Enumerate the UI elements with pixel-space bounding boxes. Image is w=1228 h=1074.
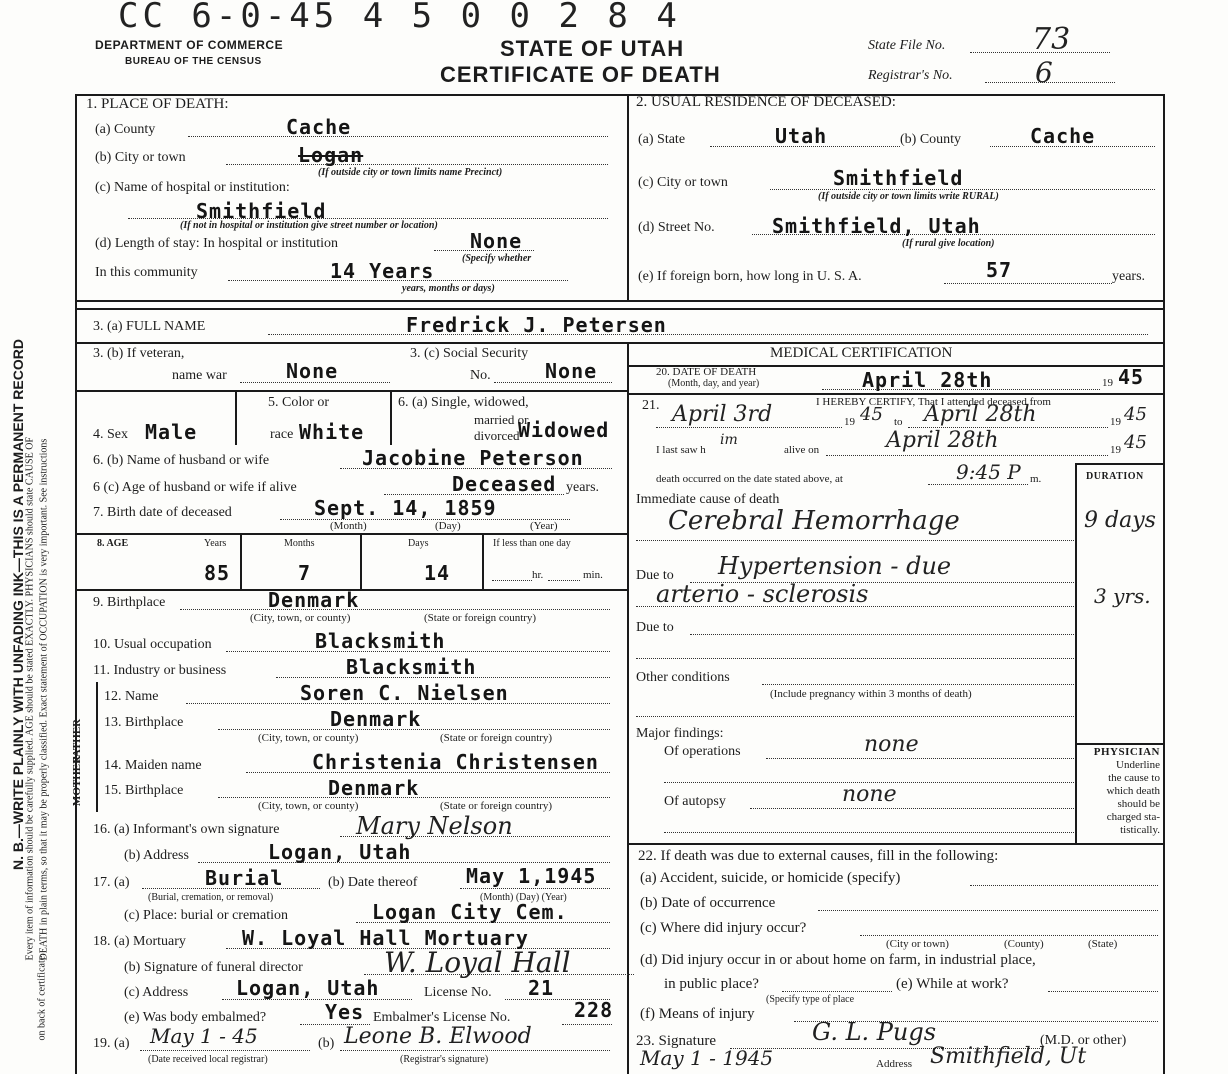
birthplace-label: 9. Birthplace: [93, 595, 166, 610]
res-street-label: (d) Street No.: [638, 220, 715, 235]
age-days-label: Days: [408, 538, 429, 549]
where-line: [860, 935, 1158, 936]
mother-bp-note-state: (State or foreign country): [440, 800, 553, 812]
pod-hospital-note: (If not in hospital or institution give street number or location): [180, 220, 438, 231]
veteran-value: None: [286, 359, 339, 383]
last-saw-value: April 28th: [886, 428, 999, 453]
last-saw-year: 45: [1124, 432, 1147, 453]
attended-to-year-prefix: 19: [1110, 416, 1121, 428]
divider-row-3b: [75, 308, 1165, 310]
pod-community-value: 14 Years: [330, 259, 435, 283]
birth-month-note: (Month): [330, 520, 367, 532]
dod-value: April 28th: [862, 368, 993, 392]
license-value: 21: [528, 976, 555, 1000]
pod-city-value: Logan: [298, 143, 364, 167]
divider-age-months: [360, 533, 362, 589]
father-bp-value: Denmark: [330, 707, 422, 731]
public-place-label: in public place?: [664, 976, 759, 992]
age-min-label: min.: [583, 569, 603, 581]
disposal-note: (Burial, cremation, or removal): [148, 892, 274, 903]
while-work-line: [1048, 991, 1158, 992]
home-label: (d) Did injury occur in or about home on farm, in industrial place,: [640, 952, 1036, 968]
dod-year-prefix: 19: [1102, 377, 1113, 389]
mortuary-label: 18. (a) Mortuary: [93, 934, 186, 949]
registrar-label: Registrar's No.: [868, 68, 953, 83]
sig-address-value: Smithfield, Ut: [930, 1044, 1087, 1069]
received-value: May 1 - 45: [150, 1024, 258, 1048]
age-label: 8. AGE: [97, 538, 129, 549]
death-occurred-label: death occurred on the date stated above, at: [656, 473, 843, 485]
age-hr-label: hr.: [532, 569, 544, 581]
father-side-label: FATHER: [71, 718, 84, 764]
other-conditions-note: (Include pregnancy within 3 months of death): [770, 688, 972, 700]
birth-date-label: 7. Birth date of deceased: [93, 505, 232, 520]
place-of-death-heading: 1. PLACE OF DEATH:: [86, 96, 229, 112]
age-months-value: 7: [298, 561, 312, 585]
divider-name-row: [75, 342, 1165, 344]
margin-instruction-3: DEATH in plain terms, so that it may be properly classified. Exact statement of OCCUPATION is very important. See instructions: [38, 438, 50, 961]
res-county-value: Cache: [1030, 124, 1096, 148]
marital-label-3: divorced: [474, 428, 520, 443]
pod-county-label: (a) County: [95, 122, 156, 137]
embalmed-value: Yes: [325, 1000, 365, 1024]
industry-value: Blacksmith: [346, 655, 477, 679]
age-months-label: Months: [284, 538, 315, 549]
birthplace-note-state: (State or foreign country): [424, 612, 537, 624]
res-foreign-line: [944, 283, 1112, 284]
physician-box-line: charged sta-: [1106, 811, 1160, 823]
full-name-line: [268, 334, 1148, 335]
veteran-label-2: name war: [172, 368, 227, 383]
place-burial-label: (c) Place: burial or cremation: [124, 908, 289, 923]
operations-line: [766, 758, 1074, 759]
divider-duration-top: [1075, 463, 1163, 465]
pod-community-note: years, months or days): [402, 283, 495, 294]
autopsy-value: none: [842, 782, 897, 807]
birth-year-note: (Year): [530, 520, 558, 532]
race-value: White: [299, 420, 365, 444]
marital-label: 6. (a) Single, widowed,: [398, 395, 529, 410]
pod-hospital-label: (c) Name of hospital or institution:: [95, 180, 290, 195]
last-saw-line: [826, 455, 1108, 456]
major-findings-label: Major findings:: [636, 726, 724, 741]
mother-name-label: 14. Maiden name: [104, 758, 202, 773]
address-label: (b) Address: [124, 848, 189, 863]
signature-date: May 1 - 1945: [640, 1046, 774, 1070]
mother-name-value: Christenia Christensen: [312, 750, 599, 774]
immediate-cause-line: [636, 540, 1074, 541]
divider-dod-row: [627, 393, 1163, 395]
divider-external-top: [627, 843, 1163, 845]
dod-note: (Month, day, and year): [668, 378, 760, 389]
physician-signature: G. L. Pugs: [812, 1018, 937, 1046]
received-label: 19. (a): [93, 1036, 130, 1051]
res-street-note: (If rural give location): [902, 238, 995, 249]
mother-bp-label: 15. Birthplace: [104, 783, 184, 798]
physician-box-line: should be: [1117, 798, 1160, 810]
physician-box-line: Underline: [1116, 759, 1160, 771]
director-signature: W. Loyal Hall: [384, 946, 571, 979]
age-years-label: Years: [204, 538, 227, 549]
public-place-note: (Specify type of place: [766, 994, 855, 1005]
sex-value: Male: [145, 420, 198, 444]
disposal-label: 17. (a): [93, 875, 130, 890]
attended-from-line: [656, 427, 842, 428]
race-label: race: [270, 427, 294, 442]
parents-bracket: [96, 682, 98, 812]
father-name-value: Soren C. Nielsen: [300, 681, 509, 705]
certify-text: I HEREBY CERTIFY, That I attended deceased from: [816, 396, 1051, 408]
birth-date-value: Sept. 14, 1859: [314, 496, 497, 520]
other-conditions-line-2: [636, 716, 1074, 717]
frame-mid-bottom: [627, 342, 629, 1074]
due-to-1-label: Due to: [636, 568, 674, 583]
occurrence-label: (b) Date of occurrence: [640, 895, 776, 911]
divider-sex-color: [235, 390, 237, 445]
father-bp-label: 13. Birthplace: [104, 715, 184, 730]
due-to-1-value-2: arterio - sclerosis: [656, 580, 869, 608]
physician-box-line: the cause to: [1108, 772, 1160, 784]
stamp-number: CC 6-0-45 4 5 0 0 2 8 4: [118, 0, 681, 36]
date-thereof-label: (b) Date thereof: [328, 875, 418, 890]
time-line: [928, 484, 1028, 485]
full-name-value: Fredrick J. Petersen: [406, 313, 667, 337]
margin-instruction-1: N. B.—WRITE PLAINLY WITH UNFADING INK—THIS IS A PERMANENT RECORD: [10, 339, 26, 870]
dod-year: 45: [1118, 365, 1145, 389]
due-to-1-value: Hypertension - due: [718, 552, 952, 580]
doc-title: CERTIFICATE OF DEATH: [440, 62, 721, 87]
full-name-label: 3. (a) FULL NAME: [93, 319, 206, 334]
attended-from-year: 45: [860, 404, 883, 425]
attended-to-label: to: [894, 416, 903, 428]
physician-box-line: which death: [1106, 785, 1160, 797]
birthplace-value: Denmark: [268, 588, 360, 612]
occupation-value: Blacksmith: [315, 629, 446, 653]
occurrence-line: [818, 910, 1158, 911]
sex-label: 4. Sex: [93, 427, 128, 442]
res-state-label: (a) State: [638, 132, 686, 147]
registrar-sig-label: (b): [318, 1036, 335, 1051]
pod-county-line: [188, 136, 608, 137]
medical-heading: MEDICAL CERTIFICATION: [770, 345, 953, 361]
pod-stay-label: (d) Length of stay: In hospital or institution: [95, 236, 339, 251]
embalmer-value: 228: [574, 998, 614, 1022]
embalmed-label: (e) Was body embalmed?: [124, 1010, 267, 1025]
while-work-label: (e) While at work?: [896, 976, 1009, 992]
residence-heading: 2. USUAL RESIDENCE OF DECEASED:: [636, 94, 896, 110]
spouse-value: Jacobine Peterson: [362, 446, 584, 470]
alive-on-label: alive on: [784, 444, 820, 456]
marital-value: Widowed: [518, 418, 610, 442]
margin-instruction-4: on back of certificate.: [36, 953, 48, 1041]
registrar-value: 6: [1035, 56, 1053, 89]
age-min-line: [548, 580, 580, 581]
time-unit: m.: [1030, 473, 1042, 485]
department-label: DEPARTMENT OF COMMERCE: [95, 38, 284, 52]
embalmer-label: Embalmer's License No.: [373, 1010, 511, 1025]
where-note-city: (City or town): [886, 938, 949, 950]
birth-day-note: (Day): [435, 520, 461, 532]
dod-label: 20. DATE OF DEATH: [656, 366, 757, 378]
age-hr-line: [492, 580, 532, 581]
bureau-label: BUREAU OF THE CENSUS: [125, 56, 262, 67]
res-city-label: (c) City or town: [638, 175, 728, 190]
received-line: [140, 1050, 310, 1051]
divider-duration-col: [1075, 463, 1077, 843]
birthplace-note-city: (City, town, or county): [250, 612, 351, 624]
pod-hospital-value: Smithfield: [196, 199, 327, 223]
physician-box-line: tistically.: [1120, 824, 1160, 836]
state-file-value: 73: [1032, 22, 1071, 57]
res-city-value: Smithfield: [833, 166, 964, 190]
divider-age-days: [482, 533, 484, 589]
place-burial-value: Logan City Cem.: [372, 900, 568, 924]
frame-top: [75, 94, 1165, 96]
registrar-sig-line: [340, 1050, 610, 1051]
autopsy-label: Of autopsy: [664, 794, 726, 809]
informant-label: 16. (a) Informant's own signature: [93, 822, 280, 837]
date-thereof-note: (Month) (Day) (Year): [480, 892, 567, 903]
autopsy-line: [750, 808, 1074, 809]
age-lessday-label: If less than one day: [493, 538, 571, 549]
received-note: (Date received local registrar): [148, 1054, 268, 1065]
immediate-duration: 9 days: [1084, 508, 1156, 533]
pod-city-label: (b) City or town: [95, 150, 186, 165]
divider-physician-top: [1075, 743, 1163, 745]
sig-address-label: Address: [876, 1058, 913, 1070]
item-21-label: 21.: [642, 398, 660, 413]
external-heading: 22. If death was due to external causes, fill in the following:: [638, 848, 999, 864]
attended-to-value: April 28th: [924, 402, 1037, 427]
accident-line: [970, 885, 1158, 886]
means-label: (f) Means of injury: [640, 1006, 755, 1022]
res-foreign-unit: years.: [1112, 269, 1146, 284]
frame-left: [75, 94, 77, 1074]
informant-signature: Mary Nelson: [356, 812, 513, 840]
frame-mid-top: [627, 94, 629, 300]
state-file-label: State File No.: [868, 38, 946, 53]
time-value: 9:45 P: [956, 460, 1021, 484]
spouse-age-label: 6 (c) Age of husband or wife if alive: [93, 480, 297, 495]
due-to-2-line: [690, 634, 1074, 635]
state-title: STATE OF UTAH: [500, 36, 685, 61]
where-label: (c) Where did injury occur?: [640, 920, 807, 936]
pod-specify-note: (Specify whether: [462, 253, 532, 264]
last-saw-fill: im: [720, 432, 738, 448]
physician-box: [1080, 746, 1160, 837]
mother-bp-note-city: (City, town, or county): [258, 800, 359, 812]
accident-label: (a) Accident, suicide, or homicide (specify): [640, 870, 901, 886]
embalmer-line: [562, 1024, 612, 1025]
other-conditions-label: Other conditions: [636, 670, 730, 685]
attended-to-year: 45: [1124, 404, 1147, 425]
occupation-label: 10. Usual occupation: [93, 637, 212, 652]
age-years-value: 85: [204, 561, 231, 585]
operations-label: Of operations: [664, 744, 741, 759]
md-label: (M.D. or other): [1040, 1033, 1127, 1048]
ssn-label: 3. (c) Social Security: [410, 346, 529, 361]
age-days-value: 14: [424, 561, 451, 585]
res-city-note: (If outside city or town limits write RURAL): [818, 191, 999, 202]
pod-community-label: In this community: [95, 265, 198, 280]
mortuary-value: W. Loyal Hall Mortuary: [242, 926, 529, 950]
due-to-2-line-2: [636, 658, 1074, 659]
last-saw-year-prefix: 19: [1110, 444, 1121, 456]
mother-bp-value: Denmark: [328, 776, 420, 800]
divider-veteran-row: [75, 390, 627, 392]
fd-address-value: Logan, Utah: [236, 976, 380, 1000]
divider-age-top: [75, 533, 627, 535]
where-note-county: (County): [1004, 938, 1044, 950]
immediate-cause-value: Cerebral Hemorrhage: [668, 506, 960, 536]
public-place-line: [782, 991, 892, 992]
marital-label-2: married or: [474, 412, 529, 427]
operations-value: none: [864, 732, 919, 757]
veteran-label: 3. (b) If veteran,: [93, 346, 185, 361]
director-label: (b) Signature of funeral director: [124, 960, 303, 975]
birthplace-line: [180, 609, 610, 610]
res-street-value: Smithfield, Utah: [772, 214, 981, 238]
pod-county-value: Cache: [286, 115, 352, 139]
attended-from-year-prefix: 19: [844, 416, 855, 428]
attended-from-value: April 3rd: [672, 402, 773, 427]
spouse-label: 6. (b) Name of husband or wife: [93, 453, 270, 468]
physician-box-title: PHYSICIAN: [1093, 746, 1160, 758]
disposal-value: Burial: [205, 866, 284, 890]
divider-color-marital: [390, 390, 392, 445]
registrar-signature: Leone B. Elwood: [344, 1024, 532, 1049]
father-bp-note-state: (State or foreign country): [440, 732, 553, 744]
autopsy-line-2: [664, 832, 1074, 833]
duration-label: DURATION: [1086, 471, 1144, 482]
ssn-label-2: No.: [470, 368, 491, 383]
ssn-value: None: [545, 359, 598, 383]
divider-row-3: [75, 300, 1165, 302]
due-to-2-label: Due to: [636, 620, 674, 635]
immediate-cause-label: Immediate cause of death: [636, 492, 780, 507]
mother-side-label: MOTHER: [71, 755, 84, 807]
divider-age-years: [240, 533, 242, 589]
address-value: Logan, Utah: [268, 840, 412, 864]
res-foreign-value: 57: [986, 258, 1013, 282]
frame-right: [1163, 94, 1165, 1074]
due-to-1-duration: 3 yrs.: [1094, 584, 1151, 608]
father-bp-note-city: (City, town, or county): [258, 732, 359, 744]
res-state-value: Utah: [775, 124, 828, 148]
color-label: 5. Color or: [268, 395, 330, 410]
res-county-label: (b) County: [900, 132, 962, 147]
industry-label: 11. Industry or business: [93, 663, 227, 678]
fd-address-label: (c) Address: [124, 985, 189, 1000]
pod-city-line: [226, 164, 608, 165]
other-conditions-line: [762, 684, 1074, 685]
license-label: License No.: [424, 985, 492, 1000]
date-thereof-line: [460, 888, 610, 889]
signature-label: 23. Signature: [636, 1033, 716, 1049]
pod-city-note: (If outside city or town limits name Precinct): [318, 167, 503, 178]
spouse-age-unit: years.: [566, 480, 600, 495]
date-thereof-value: May 1,1945: [466, 864, 597, 888]
registrar-sig-note: (Registrar's signature): [400, 1054, 489, 1065]
spouse-age-value: Deceased: [452, 472, 557, 496]
father-name-label: 12. Name: [104, 689, 159, 704]
res-foreign-label: (e) If foreign born, how long in U. S. A.: [638, 269, 862, 284]
last-saw-label: I last saw h: [656, 444, 706, 456]
pod-stay-value: None: [470, 229, 523, 253]
where-note-state: (State): [1088, 938, 1118, 950]
margin-instruction-2: Every item of information should be carefully supplied. AGE should be stated EXACTLY. PHYSICIANS should state CAUSE OF: [24, 437, 36, 961]
